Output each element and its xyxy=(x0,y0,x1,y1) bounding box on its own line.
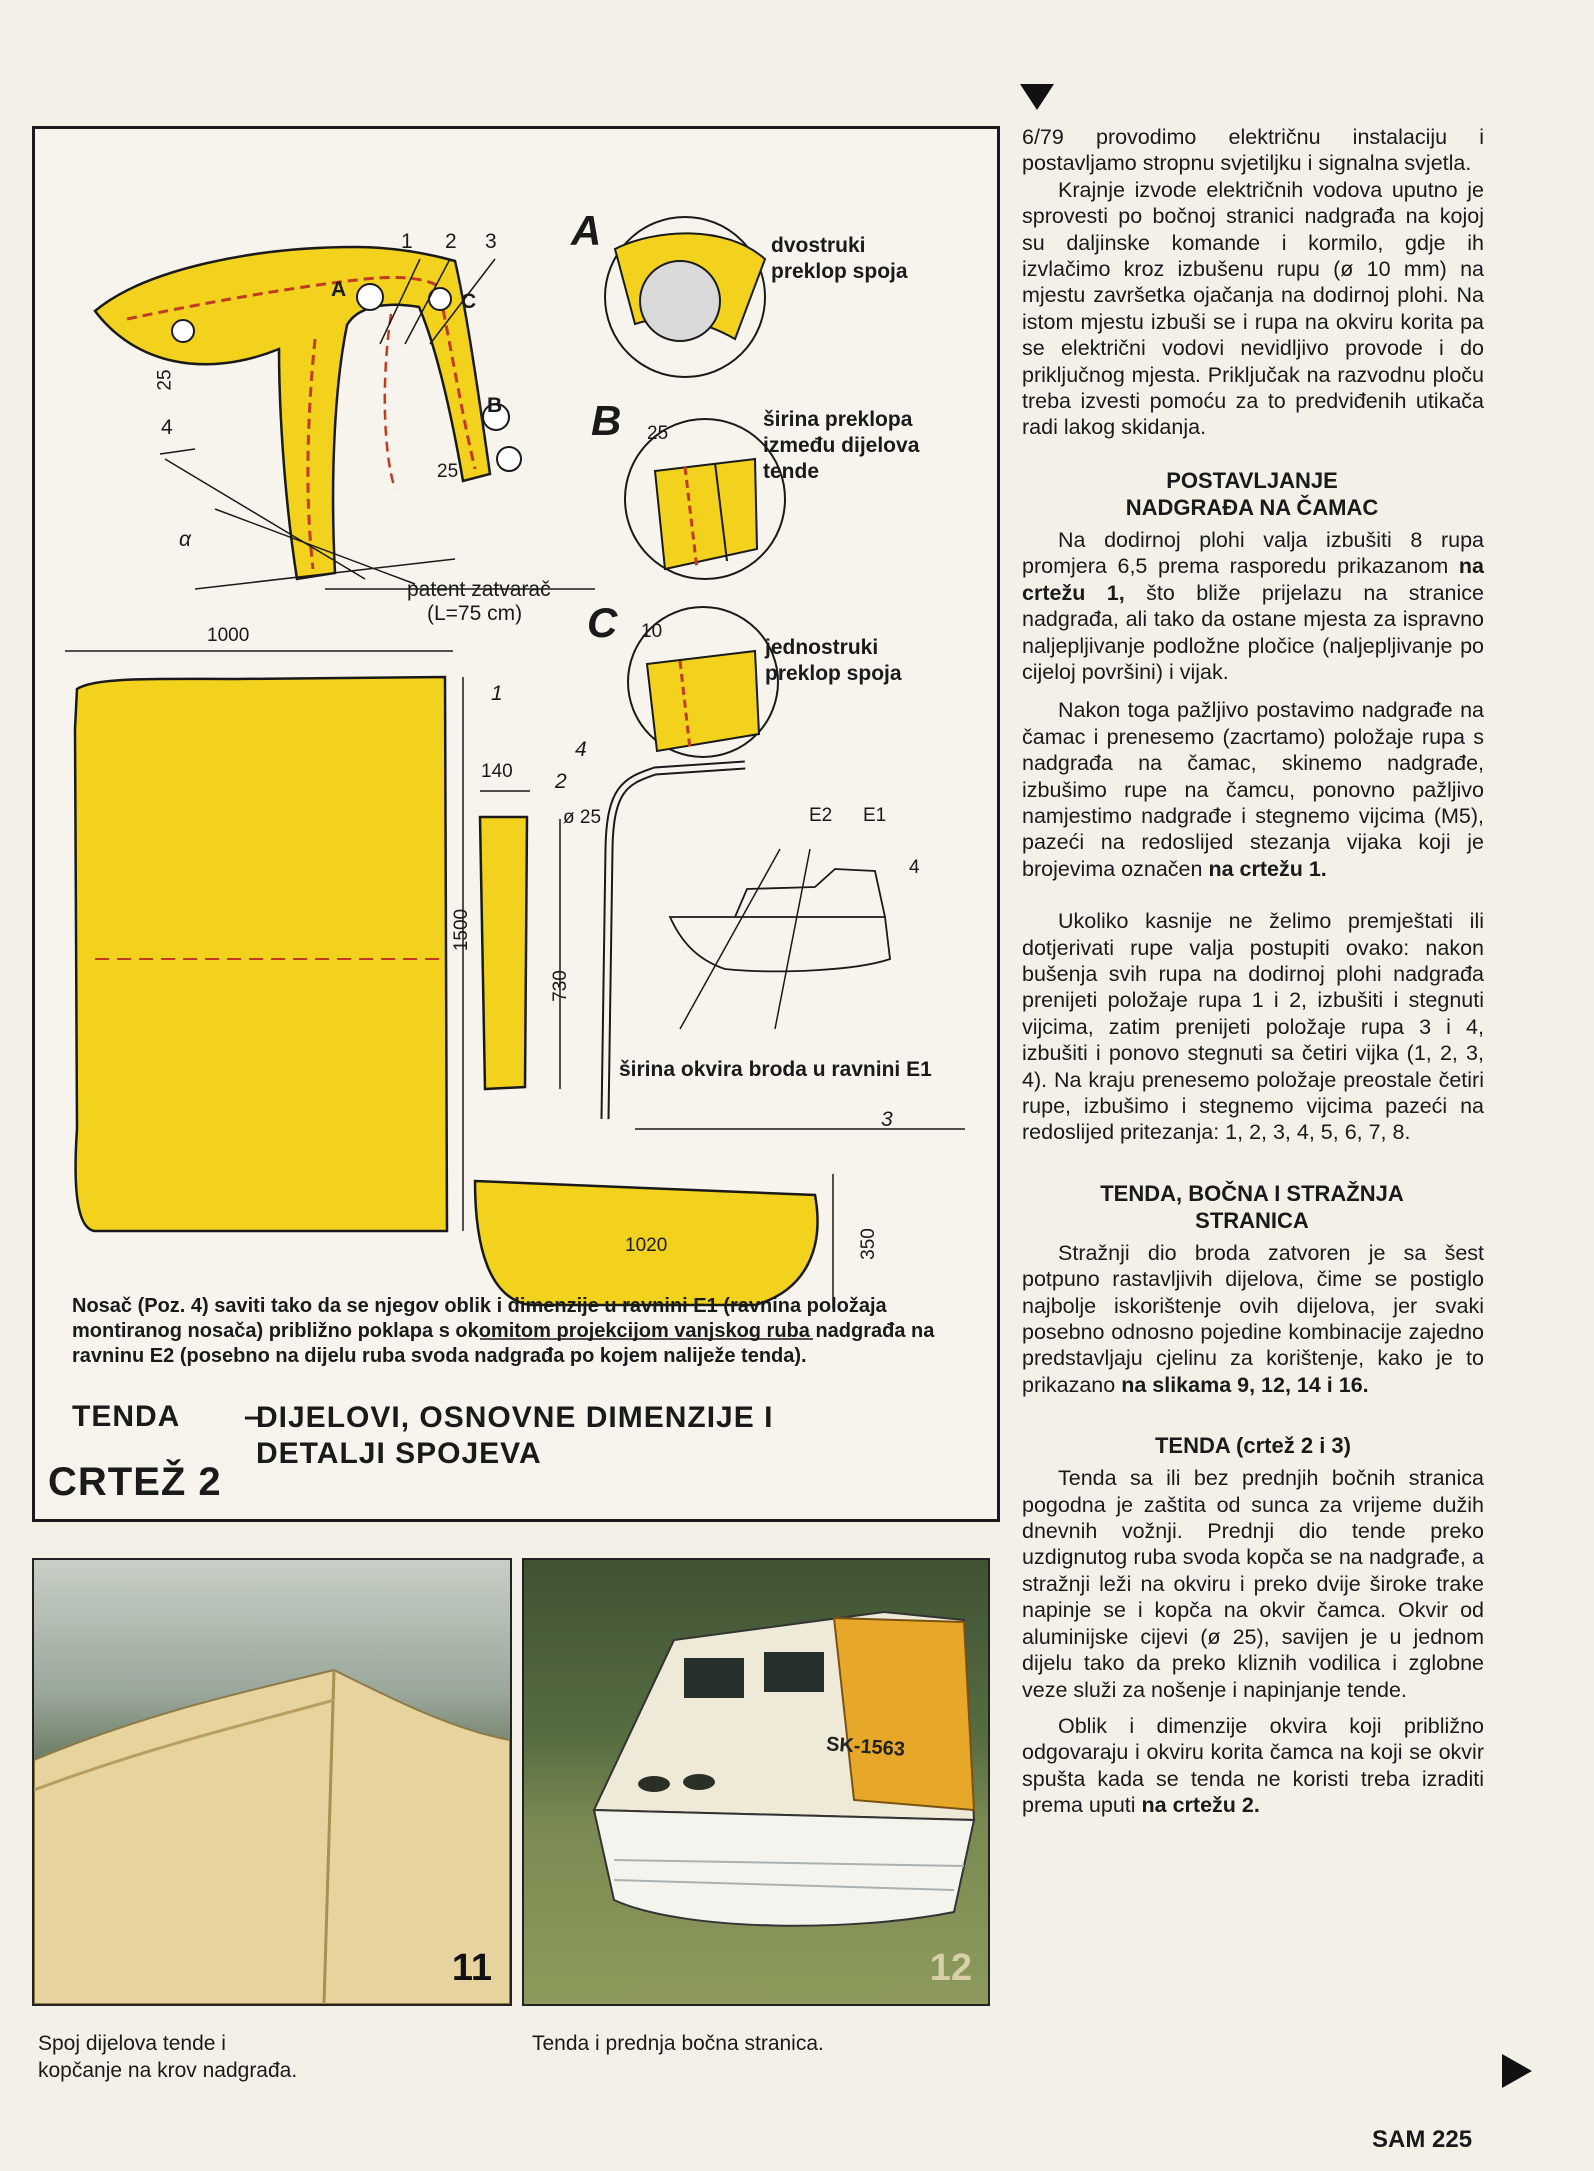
detail-B-dim: 25 xyxy=(647,423,669,444)
label-E2: E2 xyxy=(809,805,833,826)
article-para-1: 6/79 provodimo električnu instalaciju i postavljamo stropnu svjetiljku i signalna svjetla. xyxy=(1022,125,1484,176)
dim-25-left: 25 xyxy=(154,369,176,391)
label-panel-3: 3 xyxy=(881,1108,893,1131)
article-para-4 xyxy=(1022,697,1484,882)
label-patent: patent zatvarač xyxy=(407,578,551,601)
photo-12-boat xyxy=(524,1560,988,2004)
photo-11-caption-line1: Spoj dijelova tende i xyxy=(38,2032,226,2055)
article-column xyxy=(1022,124,1484,1819)
article-para-7: Tenda sa ili bez prednjih bočnih stranica pogodna je zaštita od sunca za vrijeme dužih dnevnih vožnji. Prednji dio tende preko uzdignutog ruba svoda kopča se na nadgrađe, a stražnji leži na okviru i preko dvije široke trake napinje se i kopča na okvir čamca. Okvir od aluminijske cijevi (ø 25), savijen je u jednom dijelu tako da preko kliznih vodilica i zglobne veze služi za nošenje i napinjanje tende. xyxy=(1022,1466,1484,1702)
article-para-3-a: Na dodirnoj plohi valja izbušiti 8 rupa promjera 6,5 prema rasporedu prikazanom xyxy=(1022,527,1484,579)
label-part-4: 4 xyxy=(161,416,173,439)
photo-12 xyxy=(522,1558,990,2006)
label-part-1: 1 xyxy=(401,230,413,253)
detail-C-letter: C xyxy=(587,599,618,646)
photo-11 xyxy=(32,1558,512,2006)
drawing-title-tenda: TENDA xyxy=(72,1400,181,1433)
panel-2-shape xyxy=(480,817,527,1089)
dim-1500: 1500 xyxy=(451,908,473,952)
article-para-6-a: Stražnji dio broda zatvoren je sa šest potpuno rastavljivih dijelova, čime se postiglo najbolje iskorištenje ovih dijelova, jer svaki posebno odnosno pojedine kombinacije zajedno predstavljaju cjelinu za korištenje, kako je to prikazano xyxy=(1022,1240,1484,1397)
label-pole-4-small: 4 xyxy=(909,857,920,878)
detail-B-text2: između dijelova xyxy=(763,434,920,457)
label-E1: E1 xyxy=(863,805,887,826)
photo-12-caption: Tenda i prednja bočna stranica. xyxy=(532,2032,824,2055)
canopy-frame-shape xyxy=(95,247,521,579)
heading-postavljanje: POSTAVLJANJE NADGRAĐA NA ČAMAC xyxy=(1125,467,1379,520)
article-para-3-bold: na crtežu 1, xyxy=(1022,554,1484,605)
drawing-title-dash: – xyxy=(244,1400,261,1433)
dim-25-right: 25 xyxy=(437,461,459,482)
article-para-6-bold: na slikama 9, 12, 14 i 16. xyxy=(1121,1372,1369,1397)
label-panel-1: 1 xyxy=(491,682,503,705)
article-para-8-bold: na crtežu 2. xyxy=(1141,1793,1260,1818)
detail-B-text3: tende xyxy=(763,460,820,483)
drawing-title-parts: DIJELOVI, OSNOVNE DIMENZIJE I DETALJI SPOJEVA xyxy=(256,1401,774,1470)
photo-11-caption xyxy=(38,2030,478,2084)
detail-A-text2: preklop spoja xyxy=(771,260,908,283)
heading-tenda-bocna: TENDA, BOČNA I STRAŽNJA STRANICA xyxy=(1100,1180,1404,1233)
page-footer: SAM 225 xyxy=(1372,2126,1473,2153)
detail-B-letter: B xyxy=(591,397,622,444)
detail-A-text1: dvostruki xyxy=(771,234,866,257)
boat-sketch xyxy=(670,869,890,971)
dim-1020: 1020 xyxy=(625,1235,668,1256)
article-para-8-a: Oblik i dimenzije okvira koji približno odgovaraju i okviru korita čamca na koji se okvir spušta kada se tenda ne koristi treba izraditi prema uputi xyxy=(1022,1713,1484,1818)
detail-C-text2: preklop spoja xyxy=(765,662,902,685)
detail-A xyxy=(605,217,765,377)
dim-1000: 1000 xyxy=(207,625,250,646)
label-frame-width: širina okvira broda u ravnini E1 xyxy=(619,1058,932,1081)
label-marker-A: A xyxy=(331,278,347,301)
label-patent-length: (L=75 cm) xyxy=(427,602,523,625)
article-para-4-bold: na crtežu 1. xyxy=(1208,856,1327,881)
article-para-3-c: što bliže prijelazu na stranice nadgrađa, ali tako da ostane mjesta za ispravno naljepljivanje podložne pločice (naljepljivanje po cijeloj površini) i vijak. xyxy=(1022,580,1484,684)
boat-registration: SK-1563 xyxy=(825,1733,906,1761)
detail-A-letter: A xyxy=(571,207,602,254)
detail-C-dim: 10 xyxy=(641,621,663,642)
dim-730: 730 xyxy=(549,970,571,1002)
dim-phi-25: ø 25 xyxy=(563,807,602,828)
label-marker-B: B xyxy=(487,394,503,417)
tent-drawing xyxy=(35,129,997,1409)
drawing-number: CRTEŽ 2 xyxy=(48,1460,222,1504)
article-para-6 xyxy=(1022,1240,1484,1398)
heading-tenda-crtez: TENDA (crtež 2 i 3) xyxy=(1154,1433,1351,1459)
article-para-2: Krajnje izvode električnih vodova uputno je sprovesti po bočnoj stranici nadgrađa na kojoj su daljinske komande i kormilo, gdje ih izvlačimo kroz izbušenu rupu (ø 10 mm) na mjestu završetka ojačanja na dodirnoj plohi. Na istom mjestu izbuši se i rupa na okviru korita pa se električni vodovi nevidljivo provode i do priključnog mjesta. Priključak na razvodnu ploču treba izvesti pomoću za to predviđenih utikača radi lakog skidanja. xyxy=(1022,177,1484,440)
label-marker-C: C xyxy=(461,290,477,313)
label-alpha: α xyxy=(179,528,191,551)
article-para-4-a: Nakon toga pažljivo postavimo nadgrađe na čamac i prenesemo (zacrtamo) položaje rupa s nadgrađa na čamac, skinemo nadgrađe, izbušimo rupe na čamcu, ponovno pažljivo namjestimo nadgrađe i stegnemo vijcima (M5), pazeći na redoslijed stezanja vijaka koji je brojevima označen xyxy=(1022,698,1484,881)
photo-11-caption-line2: kopčanje na krov nadgrađa. xyxy=(38,2059,298,2082)
label-pole-4: 4 xyxy=(575,738,587,761)
article-para-3 xyxy=(1022,527,1484,685)
article-para-8 xyxy=(1022,1713,1484,1819)
label-panel-2: 2 xyxy=(555,770,567,793)
drawing-note: Nosač (Poz. 4) saviti tako da se njegov oblik i dimenzije u ravnini E1 (ravnina položaja montiranog nosača) približno poklapa s okomitom projekcijom vanjskog ruba nadgrađa na ravninu E2 (posebno na dijelu ruba svoda nadgrađa po kojem naliježe tenda). xyxy=(72,1295,935,1367)
panel-1-shape xyxy=(65,651,453,1231)
detail-C-text1: jednostruki xyxy=(765,636,879,659)
article-para-5: Ukoliko kasnije ne želimo premještati ili dotjerivati rupe valja postupiti ovako: nakon bušenja svih rupa na dodirnoj plohi nadgrađa prenijeti položaje rupa 1 i 2, izbušiti i stegnuti vijcima, zatim prenijeti položaje rupa 3 i 4, izbušiti i ponovo stegnuti sa četiri vijka (1, 2, 3, 4). Na kraju prenesemo položaje preostale četiri rupe, izbušimo i stegnemo vijcima pazeći na redoslijed pritezanja: 1, 2, 3, 4, 5, 6, 7, 8. xyxy=(1022,909,1484,1145)
continue-down-arrow-icon xyxy=(1018,82,1056,112)
dim-350: 350 xyxy=(857,1228,879,1260)
label-part-2: 2 xyxy=(445,230,457,253)
continue-next-arrow-icon xyxy=(1500,2052,1534,2090)
dim-140: 140 xyxy=(481,761,513,782)
label-part-3: 3 xyxy=(485,230,497,253)
photo-11-canopy xyxy=(34,1560,510,2004)
photo-12-number: 12 xyxy=(929,1947,972,1989)
photo-11-number: 11 xyxy=(451,1947,492,1989)
detail-B-text1: širina preklopa xyxy=(763,408,913,431)
